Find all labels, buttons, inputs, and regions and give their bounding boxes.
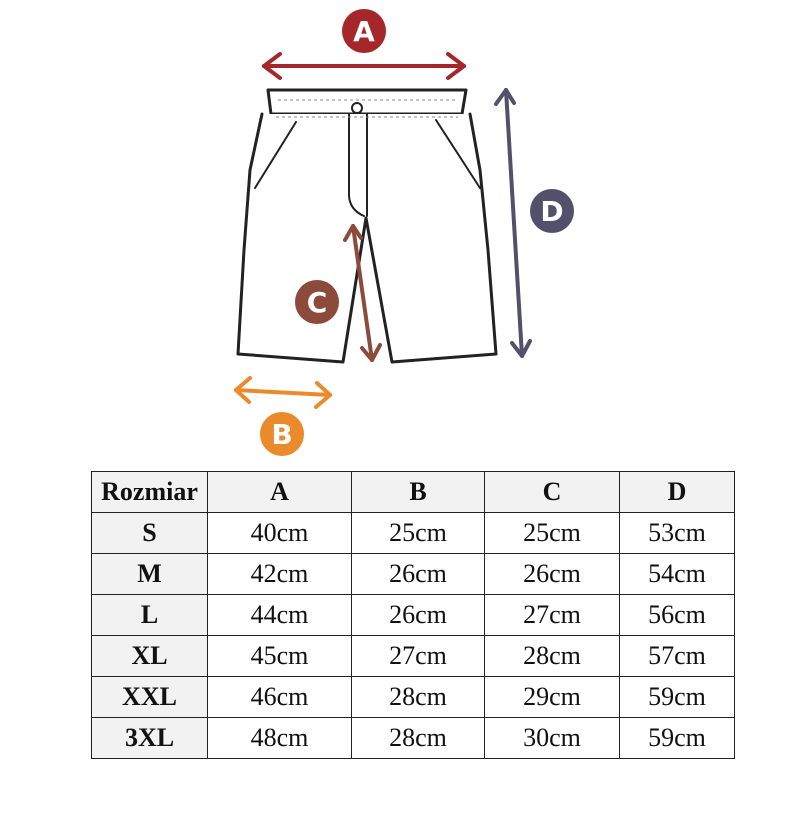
cell-size: XL bbox=[92, 636, 208, 677]
table-row bbox=[92, 636, 735, 677]
table-row bbox=[92, 554, 735, 595]
header-d: D bbox=[620, 472, 735, 513]
table-row bbox=[92, 595, 735, 636]
cell-d: 53cm bbox=[620, 513, 735, 554]
marker-d bbox=[530, 189, 574, 233]
cell-size: M bbox=[92, 554, 208, 595]
marker-b bbox=[260, 412, 304, 456]
svg-text:A: A bbox=[353, 15, 375, 48]
cell-a: 44cm bbox=[208, 595, 352, 636]
cell-a: 48cm bbox=[208, 718, 352, 759]
cell-a: 42cm bbox=[208, 554, 352, 595]
arrow-a bbox=[264, 54, 464, 78]
svg-text:B: B bbox=[271, 418, 293, 451]
arrow-b bbox=[236, 378, 330, 407]
cell-size: XXL bbox=[92, 677, 208, 718]
cell-b: 26cm bbox=[352, 554, 485, 595]
cell-size: 3XL bbox=[92, 718, 208, 759]
arrow-d bbox=[496, 90, 530, 356]
marker-c bbox=[295, 280, 339, 324]
cell-c: 29cm bbox=[485, 677, 620, 718]
cell-c: 30cm bbox=[485, 718, 620, 759]
cell-c: 28cm bbox=[485, 636, 620, 677]
cell-c: 25cm bbox=[485, 513, 620, 554]
cell-a: 40cm bbox=[208, 513, 352, 554]
button-icon bbox=[352, 103, 362, 113]
cell-b: 28cm bbox=[352, 677, 485, 718]
cell-c: 27cm bbox=[485, 595, 620, 636]
table-row bbox=[92, 718, 735, 759]
cell-b: 26cm bbox=[352, 595, 485, 636]
header-b: B bbox=[352, 472, 485, 513]
table-row bbox=[92, 513, 735, 554]
marker-a bbox=[342, 9, 386, 53]
header-a: A bbox=[208, 472, 352, 513]
cell-size: S bbox=[92, 513, 208, 554]
cell-size: L bbox=[92, 595, 208, 636]
header-size: Rozmiar bbox=[92, 472, 208, 513]
svg-text:D: D bbox=[540, 195, 564, 228]
cell-c: 26cm bbox=[485, 554, 620, 595]
cell-b: 25cm bbox=[352, 513, 485, 554]
cell-d: 59cm bbox=[620, 718, 735, 759]
cell-b: 27cm bbox=[352, 636, 485, 677]
size-table bbox=[91, 471, 735, 759]
header-c: C bbox=[485, 472, 620, 513]
cell-d: 57cm bbox=[620, 636, 735, 677]
cell-d: 56cm bbox=[620, 595, 735, 636]
cell-d: 54cm bbox=[620, 554, 735, 595]
table-row bbox=[92, 677, 735, 718]
cell-b: 28cm bbox=[352, 718, 485, 759]
cell-a: 46cm bbox=[208, 677, 352, 718]
table-header-row bbox=[92, 472, 735, 513]
cell-d: 59cm bbox=[620, 677, 735, 718]
cell-a: 45cm bbox=[208, 636, 352, 677]
svg-text:C: C bbox=[306, 286, 328, 319]
